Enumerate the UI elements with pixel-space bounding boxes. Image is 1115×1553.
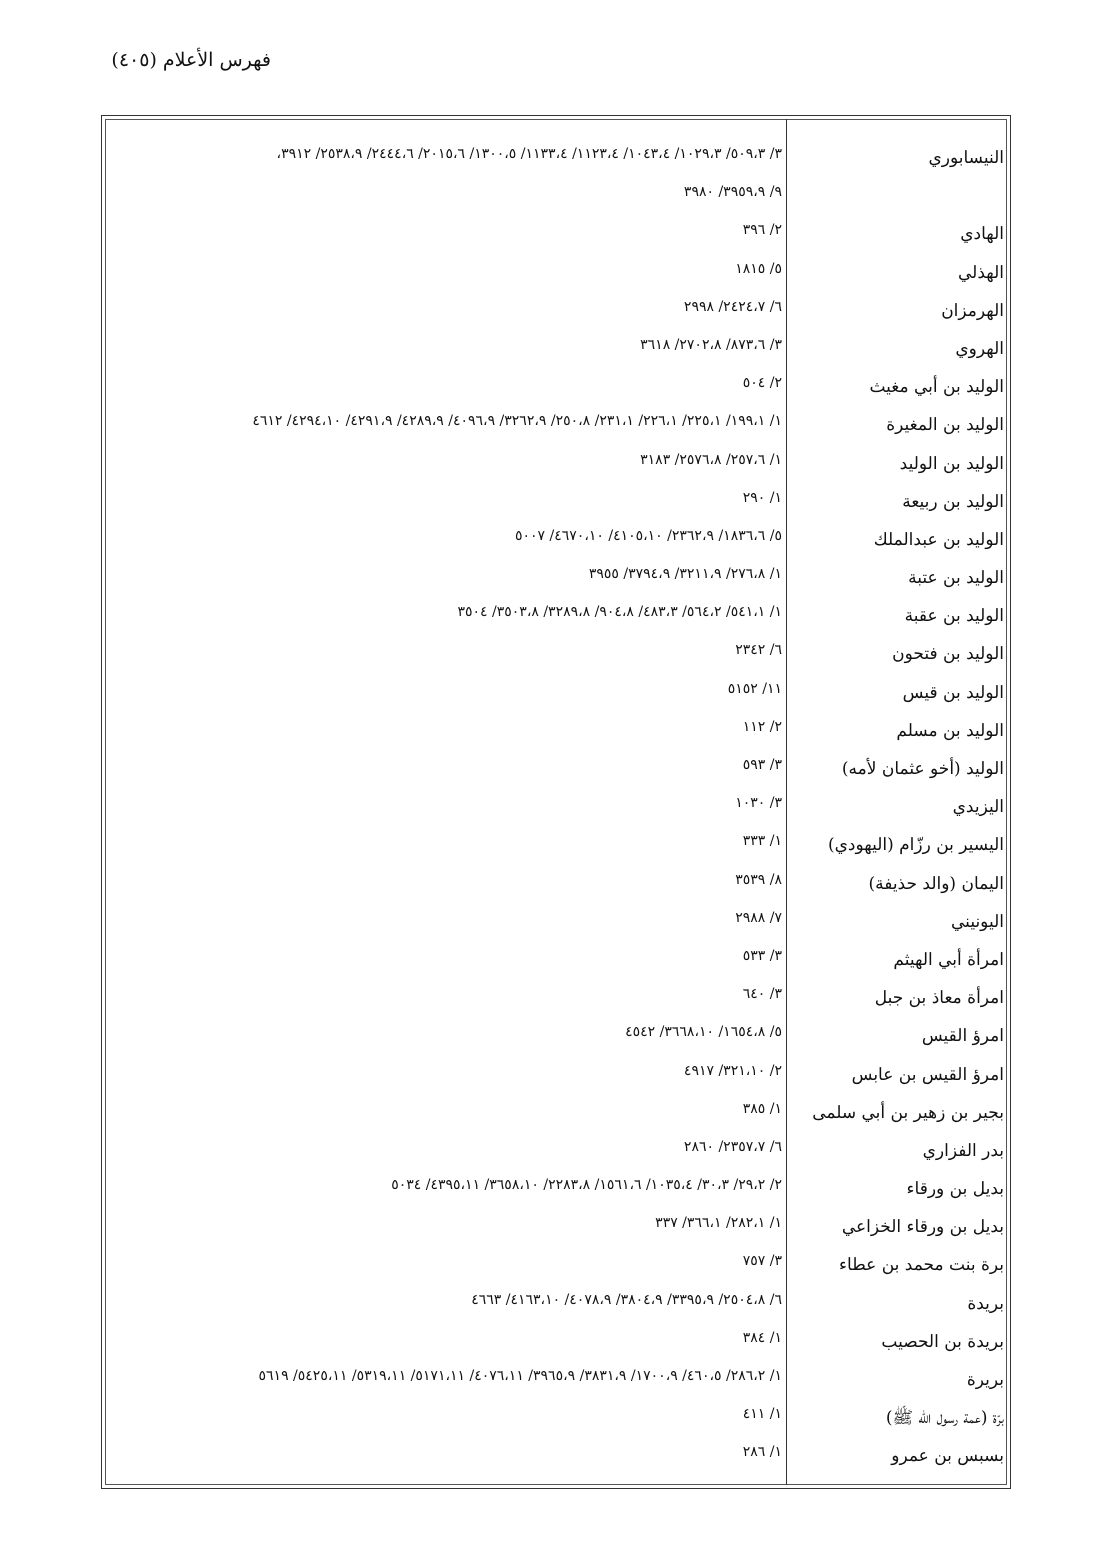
index-table [101,115,1011,1489]
entry-references: ٣/ ٨٧٣،٦/ ٢٧٠٢،٨/ ٣٦١٨ [640,336,782,353]
entry-name: بريرة [966,1370,1004,1390]
entry-references: ١/ ٢٨٦ [742,1444,782,1461]
entry-references: ١/ ٤١١ [742,1406,782,1423]
entry-name: امرؤ القيس بن عابس [851,1064,1004,1085]
entry-name: برة بنت محمد بن عطاء [839,1255,1004,1276]
index-entry-row [102,522,1012,560]
entry-references: ٥/ ١٨١٥ [735,260,782,277]
index-entry-row [102,216,1012,254]
index-entry-row [102,255,1012,293]
index-entry-row [102,789,1012,827]
index-entry-row [102,1438,1012,1476]
entry-name: امرأة أبي الهيثم [893,949,1004,970]
entry-name: اليزيدي [952,797,1004,818]
entry-references: ١/ ٣٣٣ [742,833,782,850]
entry-name: الوليد بن عبدالملك [873,529,1004,550]
index-entry-row [102,598,1012,636]
index-entry-row [102,560,1012,598]
entry-name: بديل بن ورقاء [906,1179,1004,1200]
entry-name: بجير بن زهير بن أبي سلمى [812,1102,1004,1123]
entry-name: الوليد بن المغيرة [886,415,1004,436]
index-entry-row [102,827,1012,865]
index-entry-row [102,1362,1012,1400]
index-entry-row [102,866,1012,904]
entry-references: ٢/ ٥٠٤ [742,375,782,392]
entry-name: النيسابوري [928,148,1004,168]
entry-references: ١/ ٣٨٤ [742,1329,782,1346]
index-entry-row [102,942,1012,980]
entry-references: ١/ ٢٨٦،٢/ ٤٦٠،٥/ ١٧٠٠،٩/ ٣٨٣١،٩/ ٣٩٦٥،٩/ ٤٠٧٦،١١/ ٥١٧١،١١/ ٥٣١٩،١١/ ٥٤٢٥،١١/ ٥٦١٩ [258,1368,782,1384]
entry-references: ١/ ٢٨٢،١/ ٣٦٦،١/ ٣٣٧ [655,1215,782,1232]
entry-references: ٢/ ٣٢١،١٠/ ٤٩١٧ [683,1062,782,1079]
entry-references: ١/ ٢٩٠ [742,489,782,506]
index-entry-row [102,1171,1012,1209]
entry-references: ١١/ ٥١٥٢ [727,680,782,697]
entry-name: الوليد بن فتحون [892,644,1004,665]
entry-name: الهرمزان [941,300,1004,321]
index-entry-row [102,1095,1012,1133]
index-entry-row [102,1133,1012,1171]
index-entry-row [102,751,1012,789]
entry-name: بسبس بن عمرو [891,1446,1004,1467]
index-entry-row [102,1400,1012,1438]
index-entry-row [102,293,1012,331]
index-entry-row [102,178,1012,216]
index-entry-row [102,636,1012,674]
index-entry-row [102,675,1012,713]
entry-references: ٥/ ١٦٥٤،٨/ ٣٦٦٨،١٠/ ٤٥٤٢ [625,1024,782,1041]
entry-name: الوليد بن قيس [902,682,1004,703]
index-entry-row [102,980,1012,1018]
entry-name: بديل بن ورقاء الخزاعي [841,1217,1004,1238]
entry-references: ٣/ ١٠٣٠ [735,795,782,812]
entry-references: ١/ ٢٧٦،٨/ ٣٢١١،٩/ ٣٧٩٤،٩/ ٣٩٥٥ [588,566,782,583]
index-entry-row [102,331,1012,369]
entry-references: ٢/ ٣٩٦ [742,222,782,239]
entry-references: ٦/ ٢٣٤٢ [735,642,782,659]
entry-name: الهادي [960,224,1004,245]
entry-name: بدر الفزاري [922,1140,1004,1161]
entry-references: ٦/ ٢٤٢٤،٧/ ٢٩٩٨ [683,298,782,315]
entry-name: امرأة معاذ بن جبل [874,988,1004,1009]
entry-references: ٩/ ٣٩٥٩،٩/ ٣٩٨٠ [683,184,782,201]
index-entry-row [102,1324,1012,1362]
entry-references: ٢/ ٢٩،٢/ ٣٠،٣/ ١٠٣٥،٤/ ١٥٦١،٦/ ٢٢٨٣،٨/ ٣٦٥٨،١٠/ ٤٣٩٥،١١/ ٥٠٣٤ [391,1177,782,1194]
index-rows [102,140,1012,1477]
index-entry-row [102,1057,1012,1095]
entry-references: ٣/ ٦٤٠ [742,986,782,1003]
page-title: فهرس الأعلام (٤٠٥) [111,49,271,71]
index-entry-row [102,369,1012,407]
entry-name: اليونيني [951,911,1004,932]
entry-references: ٥/ ١٨٣٦،٦/ ٢٣٦٢،٩/ ٤١٠٥،١٠/ ٤٦٧٠،١٠/ ٥٠٠٧ [515,527,782,544]
entry-name: الهروي [955,338,1004,359]
entry-references: ٣/ ٥٠٩،٣/ ١٠٢٩،٣/ ١٠٤٣،٤/ ١١٢٣،٤/ ١١٣٣،٤/ ١٣٠٠،٥/ ٢٠١٥،٦/ ٢٤٤٤،٦/ ٢٥٣٨،٩/ ٣٩١٢، [276,146,782,162]
entry-references: ٣/ ٧٥٧ [742,1253,782,1270]
entry-name: الوليد بن ربيعة [902,491,1004,512]
index-entry-row [102,904,1012,942]
index-entry-row [102,1247,1012,1285]
entry-name: الوليد بن عقبة [904,606,1004,627]
index-entry-row [102,1286,1012,1324]
index-entry-row [102,1209,1012,1247]
entry-references: ١/ ٥٤١،١/ ٥٦٤،٢/ ٤٨٣،٣/ ٩٠٤،٨/ ٣٢٨٩،٨/ ٣٥٠٣،٨/ ٣٥٠٤ [457,604,782,621]
entry-references: ١/ ١٩٩،١/ ٢٢٥،١/ ٢٢٦،١/ ٢٣١،١/ ٢٥٠،٨/ ٣٢٦٢،٩/ ٤٠٩٦،٩/ ٤٢٨٩،٩/ ٤٢٩١،٩/ ٤٢٩٤،١٠/ ٤٦١٢ [252,413,782,430]
index-entry-row [102,140,1012,178]
index-entry-row [102,713,1012,751]
entry-name: برّة (عمة رسول الله ﷺ) [885,1408,1004,1429]
entry-references: ١/ ٢٥٧،٦/ ٢٥٧٦،٨/ ٣١٨٣ [640,451,782,468]
entry-name: الوليد (أخو عثمان لأمه) [841,759,1004,779]
entry-name: بريدة [967,1293,1004,1314]
entry-name: الوليد بن أبي مغيث [869,377,1004,398]
entry-references: ٨/ ٣٥٣٩ [735,871,782,888]
entry-references: ٦/ ٢٥٠٤،٨/ ٣٣٩٥،٩/ ٣٨٠٤،٩/ ٤٠٧٨،٩/ ٤١٦٣،١٠/ ٤٦٦٣ [471,1291,782,1308]
entry-name: الوليد بن عتبة [908,568,1004,589]
index-entry-row [102,407,1012,445]
index-entry-row [102,446,1012,484]
entry-references: ١/ ٣٨٥ [742,1100,782,1117]
entry-references: ٣/ ٥٩٣ [742,757,782,773]
entry-references: ٧/ ٢٩٨٨ [735,909,782,926]
entry-name: الهذلي [957,262,1004,283]
entry-name: الوليد بن الوليد [899,453,1004,474]
entry-references: ٣/ ٥٣٣ [742,947,782,964]
index-entry-row [102,1018,1012,1056]
entry-references: ٦/ ٢٣٥٧،٧/ ٢٨٦٠ [683,1138,782,1155]
entry-name: اليمان (والد حذيفة) [868,873,1004,894]
entry-references: ٢/ ١١٢ [742,718,782,735]
entry-name: اليسير بن رزّام (اليهودي) [827,835,1004,856]
entry-name: امرؤ القيس [921,1026,1004,1047]
entry-name: بريدة بن الحصيب [881,1331,1004,1352]
index-entry-row [102,484,1012,522]
entry-name: الوليد بن مسلم [896,720,1004,741]
